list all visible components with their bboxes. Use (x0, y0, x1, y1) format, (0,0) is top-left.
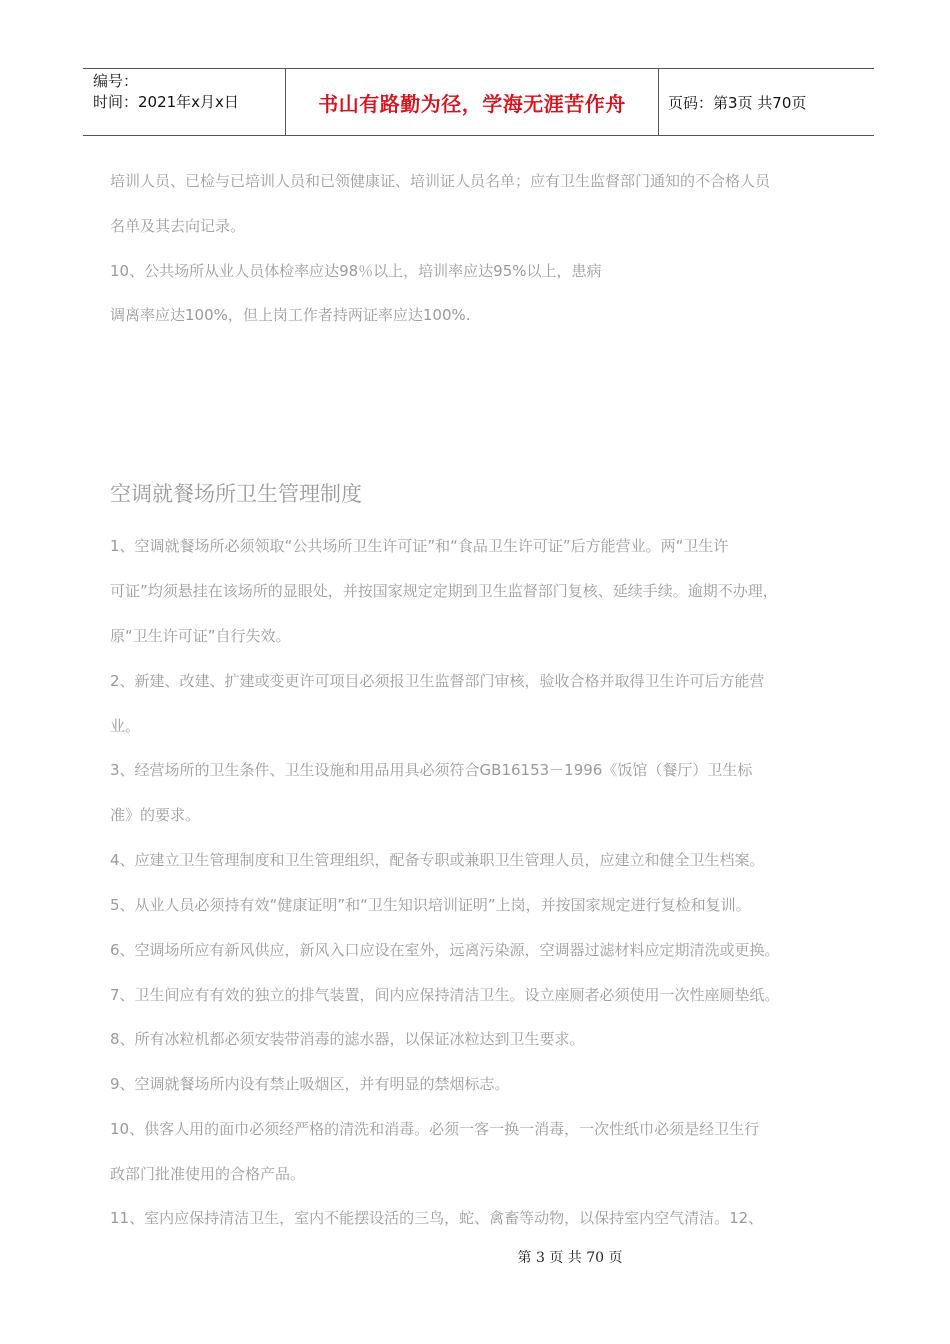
header-meta (93, 71, 239, 113)
paragraph-line: 原“卫生许可证”自行失效。 (110, 627, 291, 645)
paragraph-line: 10、供客人用的面巾必须经严格的清洗和消毒。必须一客一换一消毒，一次性纸巾必须是经卫生行 (110, 1120, 760, 1138)
paragraph-line: 7、卫生间应有有效的独立的排气装置，间内应保持清洁卫生。设立座厕者必须使用一次性座厕垫纸。 (110, 986, 780, 1004)
paragraph-line: 10、公共场所从业人员体检率应达98％以上，培训率应达95%以上，患病 (110, 262, 602, 280)
paragraph-line: 1、空调就餐场所必须领取“公共场所卫生许可证”和“食品卫生许可证”后方能营业。两“卫生许 (110, 537, 729, 555)
page-footer: 第 3 页 共 70 页 (517, 1250, 623, 1266)
header-time-label: 时间：2021年x月x日 (93, 93, 239, 111)
paragraph-line: 6、空调场所应有新风供应，新风入口应设在室外，远离污染源，空调器过滤材料应定期清洗或更换。 (110, 941, 780, 959)
paragraph-line: 调离率应达100%，但上岗工作者持两证率应达100%. (110, 306, 471, 324)
paragraph-line: 11、室内应保持清洁卫生，室内不能摆设活的三鸟，蛇、禽畜等动物，以保持室内空气清洁。12、 (110, 1209, 764, 1227)
paragraph-line: 2、新建、改建、扩建或变更许可项目必须报卫生监督部门审核，验收合格并取得卫生许可后方能营 (110, 672, 765, 690)
page-header (83, 68, 874, 136)
paragraph-line: 业。 (110, 717, 141, 735)
paragraph-line: 培训人员、已检与已培训人员和已领健康证、培训证人员名单；应有卫生监督部门通知的不合格人员 (110, 172, 771, 190)
header-number-label: 编号： (93, 72, 139, 90)
paragraph-line: 9、空调就餐场所内设有禁止吸烟区，并有明显的禁烟标志。 (110, 1075, 510, 1093)
paragraph-line: 8、所有冰粒机都必须安装带消毒的滤水器，以保证冰粒达到卫生要求。 (110, 1030, 585, 1048)
paragraph-line: 3、经营场所的卫生条件、卫生设施和用品用具必须符合GB16153－1996《饭馆（餐厅）卫生标 (110, 761, 753, 779)
header-motto: 书山有路勤为径，学海无涯苦作舟 (318, 91, 626, 116)
paragraph-line: 名单及其去向记录。 (110, 217, 246, 235)
section-title: 空调就餐场所卫生管理制度 (110, 482, 362, 506)
paragraph-line: 4、应建立卫生管理制度和卫生管理组织，配备专职或兼职卫生管理人员，应建立和健全卫生档案。 (110, 851, 765, 869)
paragraph-line: 政部门批准使用的合格产品。 (110, 1165, 306, 1183)
paragraph-line: 准》的要求。 (110, 806, 201, 824)
paragraph-line: 5、从业人员必须持有效“健康证明”和“卫生知识培训证明”上岗，并按国家规定进行复检和复训。 (110, 896, 751, 914)
header-page-info: 页码：第3页 共70页 (668, 93, 807, 112)
paragraph-line: 可证”均须悬挂在该场所的显眼处，并按国家规定定期到卫生监督部门复核、延续手续。逾期不办理， (110, 582, 778, 600)
